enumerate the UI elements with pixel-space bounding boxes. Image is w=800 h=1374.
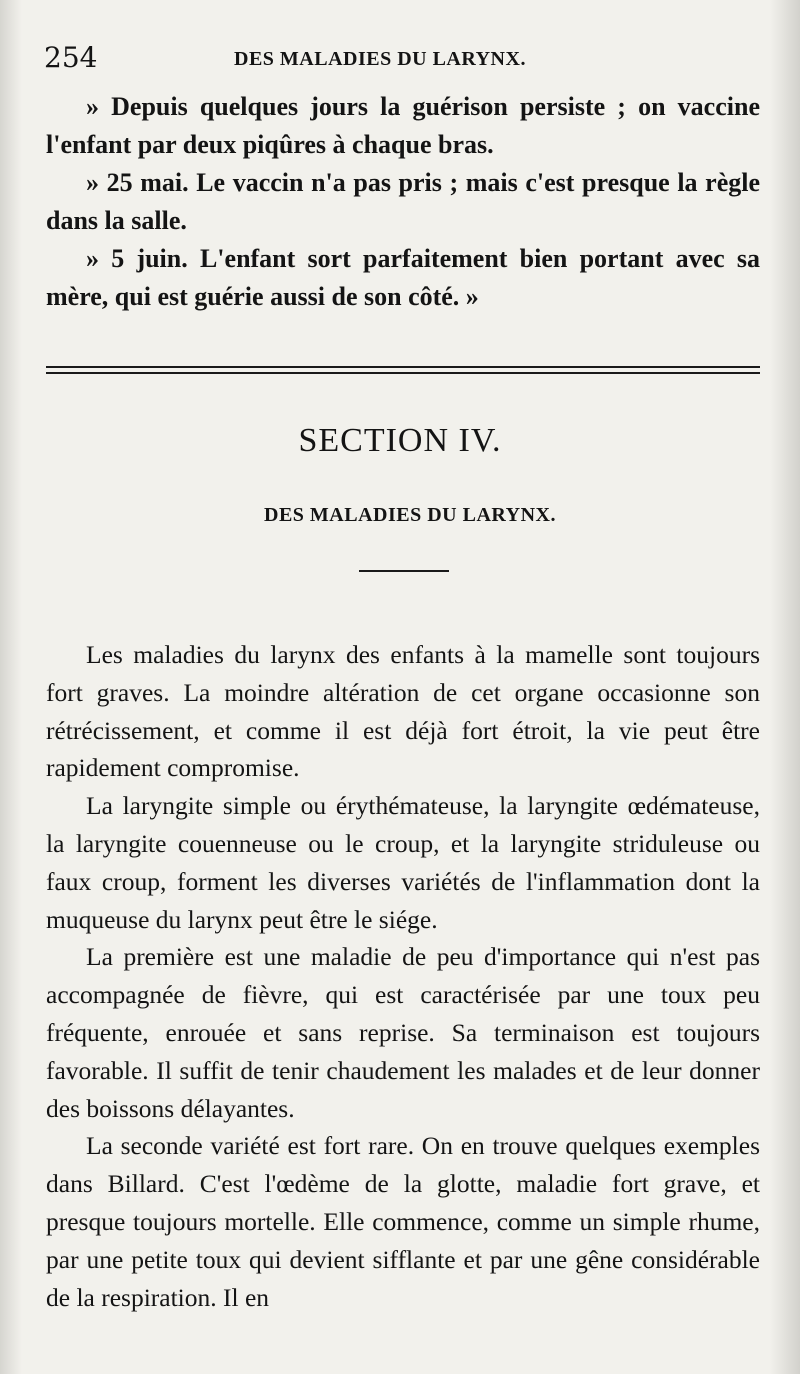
body-paragraph: La laryngite simple ou érythémateuse, la laryngite œdémateuse, la laryngite couenneuse ou le croup, et la laryngite striduleuse ou faux croup, forment les diverses variétés de l'inflammation dont la muqueuse du larynx peut être le siége. bbox=[46, 791, 760, 934]
running-title: DES MALADIES DU LARYNX. bbox=[234, 48, 526, 70]
page-edge-shadow bbox=[770, 0, 800, 1374]
section-subtitle: DES MALADIES DU LARYNX. bbox=[264, 504, 556, 526]
section-divider-double-rule bbox=[46, 366, 760, 374]
body-paragraph: Les maladies du larynx des enfants à la mamelle sont toujours fort graves. La moindre altération de cet organe occasionne son rétrécissement, et comme il est déjà fort étroit, la vie peut être rapidement compromise. bbox=[46, 640, 760, 783]
main-text-block bbox=[46, 636, 760, 1316]
section-title: SECTION IV. bbox=[298, 422, 502, 459]
body-paragraph: La première est une maladie de peu d'importance qui n'est pas accompagnée de fièvre, qui est caractérisée par une toux peu fréquente, enrouée et sans reprise. Sa terminaison est toujours favorable. Il suffit de tenir chaudement les malades et de leur donner des boissons délayantes. bbox=[46, 942, 760, 1123]
intro-text-block bbox=[46, 88, 760, 316]
page-number: 254 bbox=[44, 41, 98, 74]
section-short-rule bbox=[359, 570, 449, 572]
intro-paragraph: » 25 mai. Le vaccin n'a pas pris ; mais c'est presque la règle dans la salle. bbox=[46, 168, 760, 235]
page-gutter-shadow bbox=[0, 0, 22, 1374]
page-header bbox=[44, 40, 774, 76]
intro-paragraph: » 5 juin. L'enfant sort parfaitement bien portant avec sa mère, qui est guérie aussi de son côté. » bbox=[46, 244, 760, 311]
body-paragraph: La seconde variété est fort rare. On en trouve quelques exemples dans Billard. C'est l'œdème de la glotte, maladie fort grave, et presque toujours mortelle. Elle commence, comme un simple rhume, par une petite toux qui devient sifflante et par une gêne considérable de la respiration. Il en bbox=[46, 1131, 760, 1312]
intro-paragraph: » Depuis quelques jours la guérison persiste ; on vaccine l'enfant par deux piqûres à chaque bras. bbox=[46, 92, 760, 159]
